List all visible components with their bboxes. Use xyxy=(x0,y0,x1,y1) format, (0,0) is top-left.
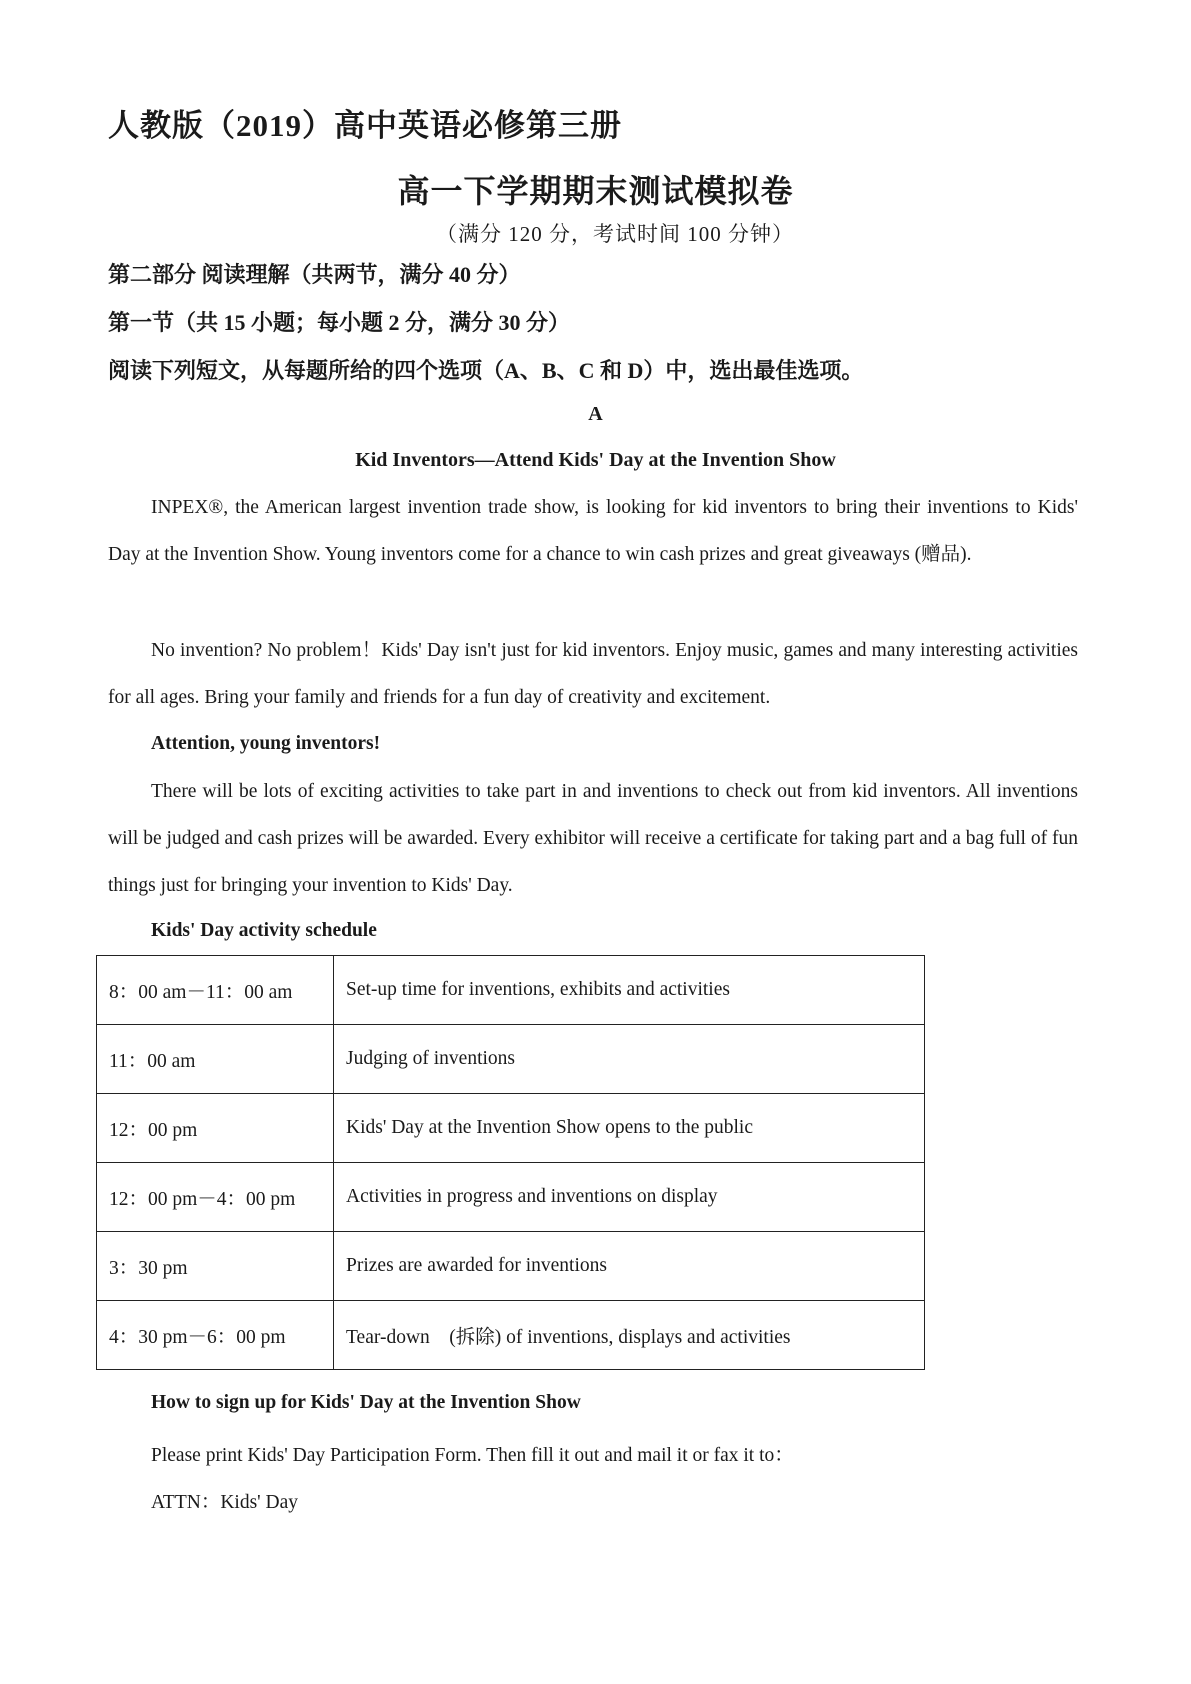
schedule-row xyxy=(97,1025,925,1094)
paper-subtitle: （满分 120 分，考试时间 100 分钟） xyxy=(436,222,794,246)
passage-title: Kid Inventors—Attend Kids' Day at the Invention Show xyxy=(355,449,836,471)
attention-subhead: Attention, young inventors! xyxy=(151,733,381,754)
schedule-row xyxy=(97,956,925,1025)
schedule-time: 12：00 pm xyxy=(97,1094,334,1163)
schedule-row xyxy=(97,1094,925,1163)
signup-text: Please print Kids' Day Participation Form. Then fill it out and mail it or fax it to： xyxy=(151,1445,794,1466)
schedule-table xyxy=(96,955,925,1370)
passage-paragraph-2: No invention? No problem！Kids' Day isn't just for kid inventors. Enjoy music, games and many interesting activities for all ages. Bring your family and friends for a fun day of creativity and excitement. xyxy=(108,640,1078,708)
schedule-time: 11：00 am xyxy=(97,1025,334,1094)
schedule-activity: Prizes are awarded for inventions xyxy=(334,1232,925,1301)
passage-paragraph-1: INPEX®, the American largest invention trade show, is looking for kid inventors to bring their inventions to Kids' Day at the Invention Show. Young inventors come for a chance to win cash prizes and great giveaways (赠品). xyxy=(108,497,1078,565)
schedule-activity: Set-up time for inventions, exhibits and activities xyxy=(334,956,925,1025)
reading-direction: 阅读下列短文，从每题所给的四个选项（A、B、C 和 D）中，选出最佳选项。 xyxy=(108,358,864,383)
schedule-activity: Kids' Day at the Invention Show opens to the public xyxy=(334,1094,925,1163)
schedule-time: 3：30 pm xyxy=(97,1232,334,1301)
attn-line: ATTN：Kids' Day xyxy=(151,1492,299,1513)
schedule-time: 4：30 pm－6：00 pm xyxy=(97,1301,334,1370)
schedule-row xyxy=(97,1301,925,1370)
signup-title: How to sign up for Kids' Day at the Invention Show xyxy=(151,1392,581,1413)
schedule-activity: Activities in progress and inventions on display xyxy=(334,1163,925,1232)
schedule-activity: Judging of inventions xyxy=(334,1025,925,1094)
part-instruction: 第二部分 阅读理解（共两节，满分 40 分） xyxy=(108,262,521,287)
schedule-title: Kids' Day activity schedule xyxy=(151,920,377,941)
paper-title: 高一下学期期末测试模拟卷 xyxy=(397,173,794,209)
schedule-time: 8：00 am－11：00 am xyxy=(97,956,334,1025)
passage-paragraph-3: There will be lots of exciting activities to take part in and inventions to check out from kid inventors. All inventions will be judged and cash prizes will be awarded. Every exhibitor will receive a certificate for taking part and a bag full of fun things just for bringing your invention to Kids' Day. xyxy=(108,781,1078,896)
schedule-activity: Tear-down (拆除) of inventions, displays and activities xyxy=(334,1301,925,1370)
section-instruction: 第一节（共 15 小题；每小题 2 分，满分 30 分） xyxy=(108,310,571,335)
schedule-time: 12：00 pm－4：00 pm xyxy=(97,1163,334,1232)
schedule-row xyxy=(97,1232,925,1301)
book-title: 人教版（2019）高中英语必修第三册 xyxy=(108,108,622,143)
schedule-row xyxy=(97,1163,925,1232)
passage-letter: A xyxy=(588,403,603,425)
